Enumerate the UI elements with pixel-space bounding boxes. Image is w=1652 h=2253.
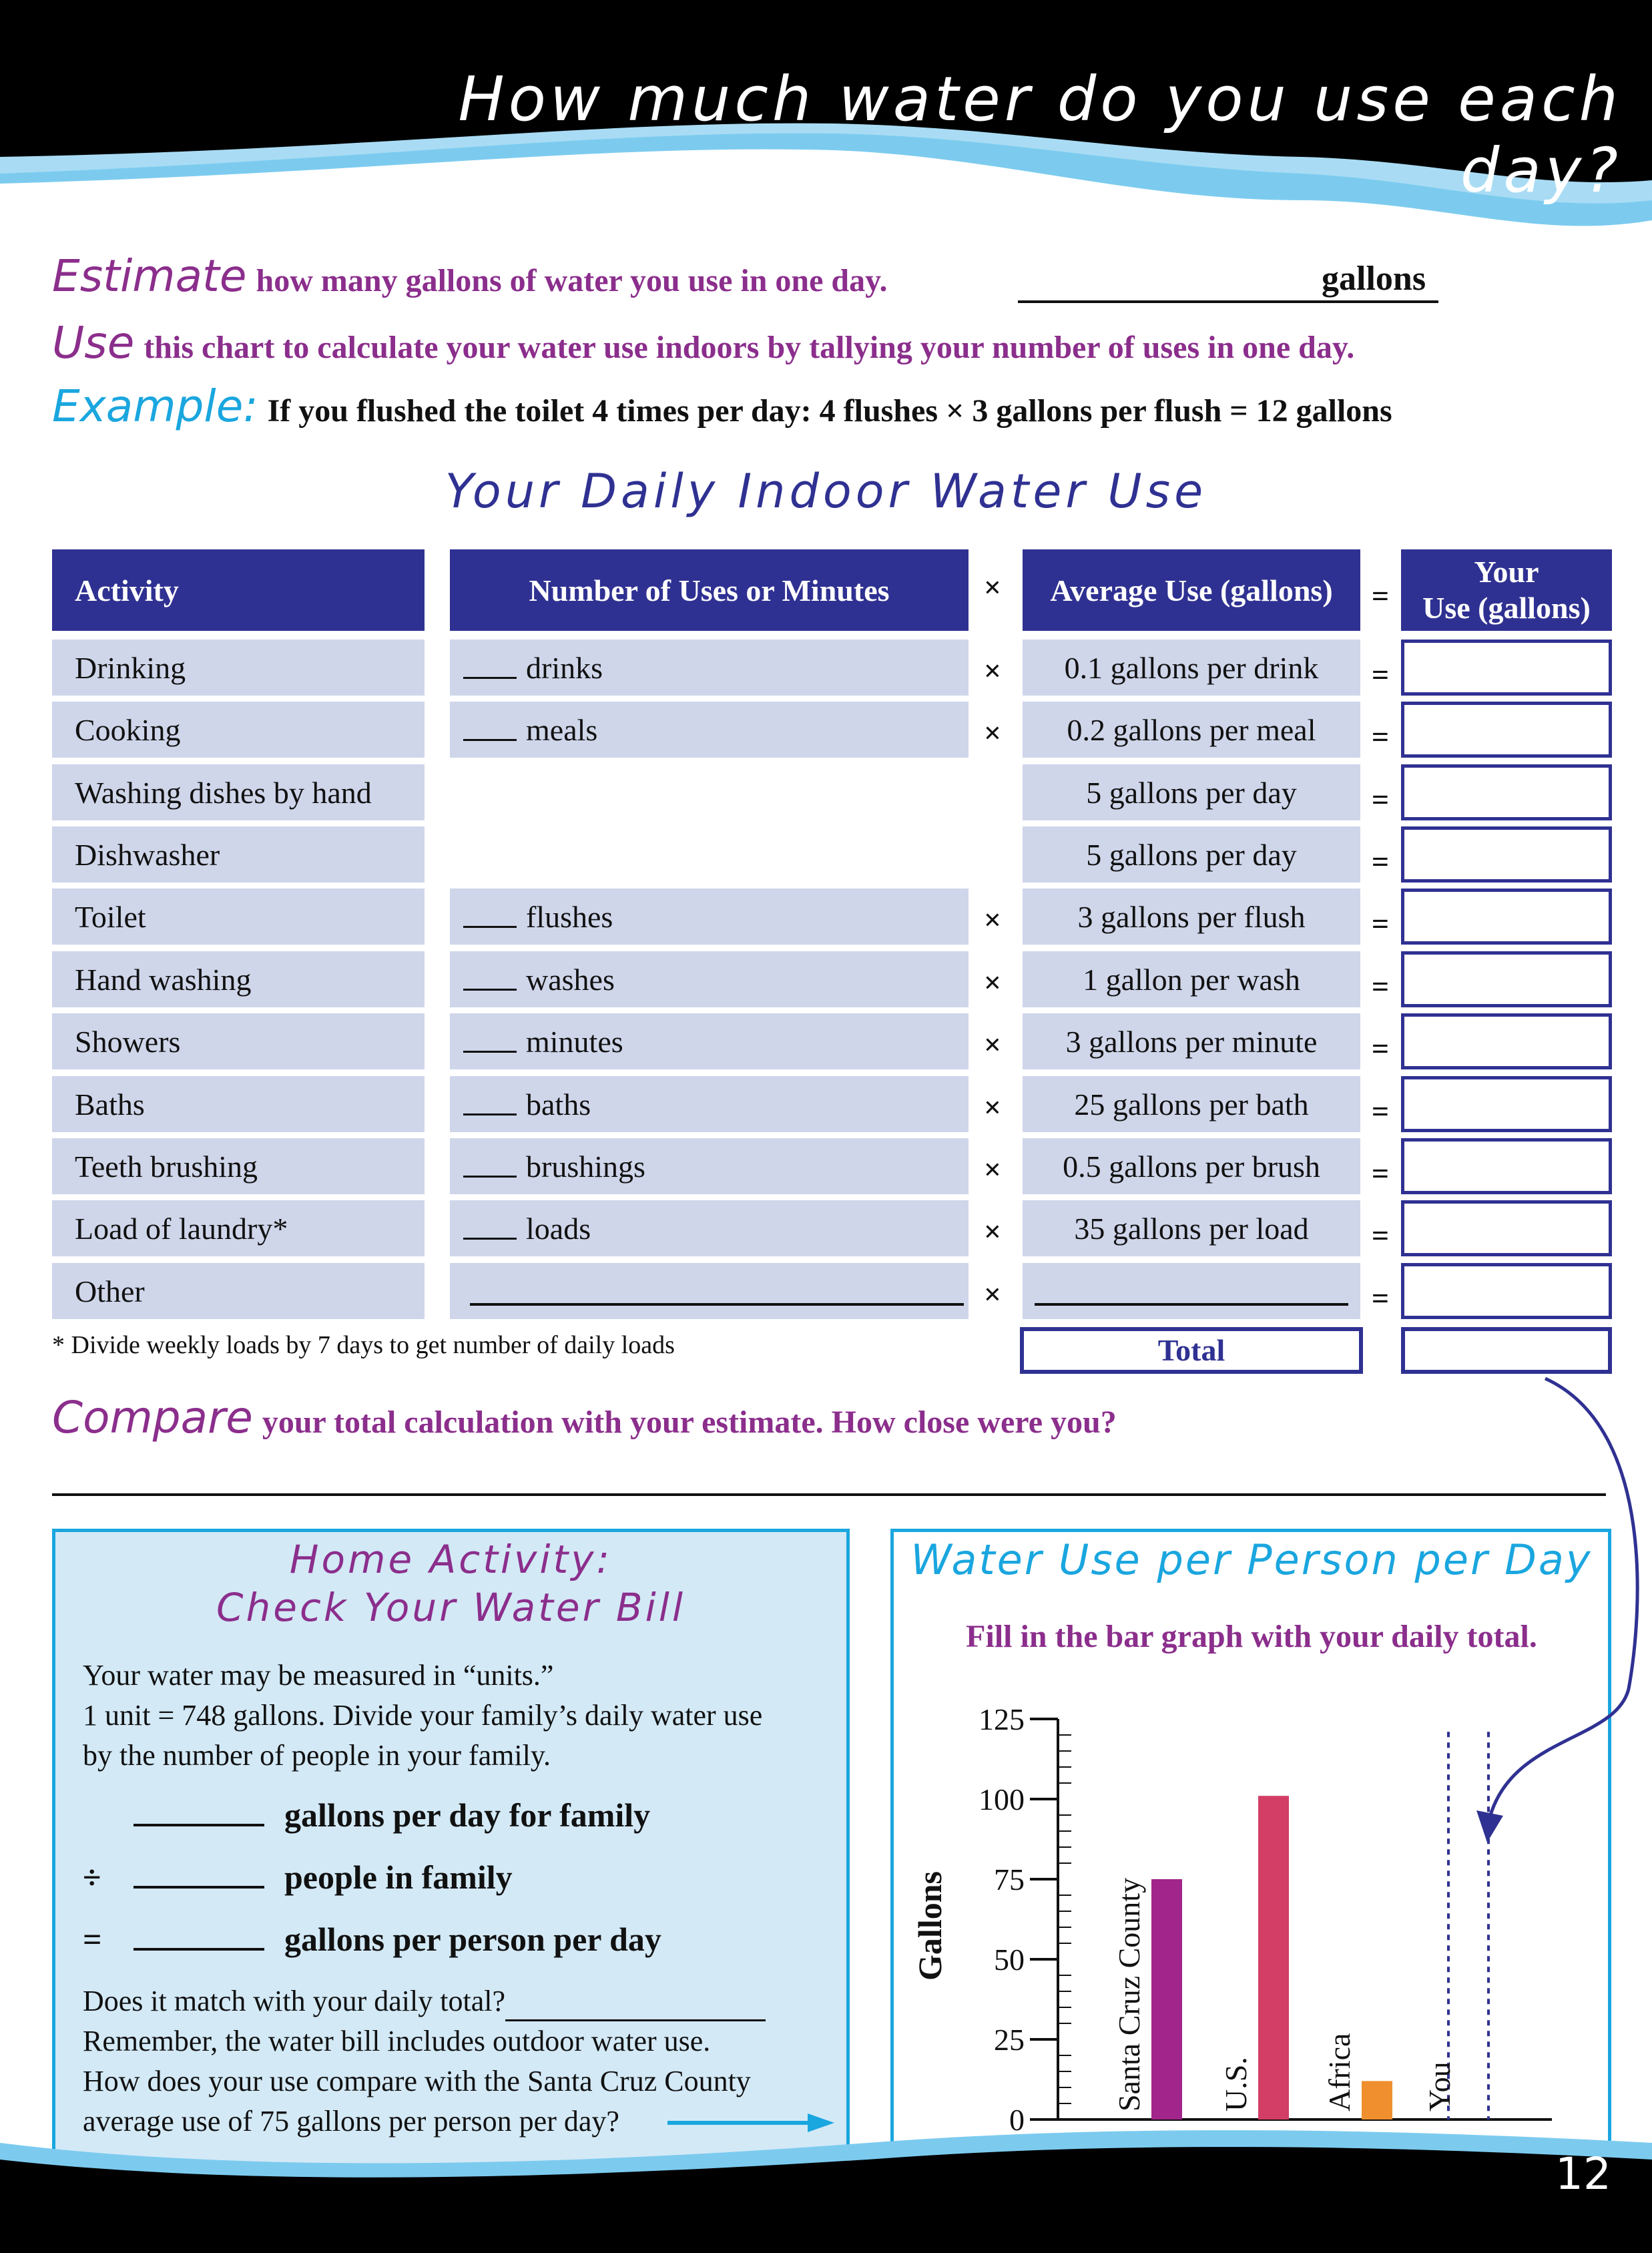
uses-cell[interactable]: [450, 702, 969, 758]
people-blank[interactable]: [133, 1866, 264, 1889]
activity-label: Load of laundry*: [75, 1211, 288, 1246]
footer-band: [0, 2103, 1652, 2253]
equals-sign: =: [1371, 1281, 1390, 1315]
average-label: 1 gallon per wash: [1083, 962, 1300, 997]
your-use-input-box[interactable]: [1401, 951, 1612, 1007]
average-cell: [1023, 1076, 1360, 1132]
activity-cell: [52, 764, 425, 820]
category-label: Santa Cruz County: [1112, 1877, 1146, 2111]
other-average-blank[interactable]: [1035, 1276, 1348, 1306]
activity-label: Showers: [75, 1024, 181, 1059]
y-tick-label: 50: [994, 1943, 1025, 1977]
uses-unit: drinks: [526, 650, 603, 685]
activity-cell: [52, 951, 425, 1007]
times-sign: ×: [983, 654, 1002, 688]
uses-cell[interactable]: [450, 951, 969, 1007]
y-tick-label: 125: [979, 1702, 1025, 1736]
use-text: this chart to calculate your water use indoors by tallying your number of uses in one day.: [144, 330, 1355, 365]
equals-sign: =: [83, 1921, 102, 1958]
uses-blank[interactable]: [463, 1218, 517, 1240]
activity-cell: [52, 826, 425, 883]
header-number: Number of Uses or Minutes: [450, 549, 969, 631]
your-use-input-box[interactable]: [1401, 1013, 1612, 1069]
y-axis-label: Gallons: [911, 1871, 948, 1981]
estimate-unit: gallons: [1322, 260, 1426, 298]
average-label: 25 gallons per bath: [1074, 1087, 1309, 1121]
bar: [1151, 1879, 1182, 2119]
uses-unit: loads: [526, 1211, 591, 1246]
header-times-sign: ×: [983, 570, 1002, 604]
average-cell: [1023, 951, 1360, 1007]
uses-cell[interactable]: [450, 1013, 969, 1069]
times-sign: ×: [983, 1090, 1002, 1124]
total-label: Total: [1020, 1327, 1363, 1374]
your-use-input-box[interactable]: [1401, 1076, 1612, 1132]
activity-label: Other: [75, 1274, 145, 1308]
average-label: 0.1 gallons per drink: [1064, 650, 1319, 685]
your-use-input-box[interactable]: [1401, 826, 1612, 883]
your-use-input-box[interactable]: [1401, 764, 1612, 820]
activity-label: Teeth brushing: [75, 1149, 258, 1184]
average-cell: [1023, 764, 1360, 820]
estimate-line: [52, 250, 887, 302]
header-your-use-line1: Your: [1474, 555, 1539, 589]
average-cell: [1023, 889, 1360, 945]
equals-sign: =: [1371, 907, 1390, 941]
example-lead: Example:: [52, 381, 258, 432]
equals-sign: =: [1371, 720, 1390, 754]
activity-cell: [52, 1013, 425, 1069]
header-average: Average Use (gallons): [1023, 549, 1360, 631]
your-use-input-box[interactable]: [1401, 640, 1612, 696]
home-row-family-label: gallons per day for family: [284, 1796, 651, 1834]
category-label: U.S.: [1219, 2057, 1253, 2111]
family-gallons-blank[interactable]: [133, 1804, 264, 1826]
activity-label: Cooking: [75, 712, 181, 747]
category-label: Africa: [1322, 2033, 1356, 2111]
divide-sign: ÷: [83, 1858, 101, 1896]
compare-answer-line[interactable]: [52, 1493, 1606, 1496]
uses-unit: baths: [526, 1087, 591, 1121]
your-use-input-box[interactable]: [1401, 1263, 1612, 1319]
average-label: 0.2 gallons per meal: [1067, 712, 1316, 747]
times-sign: ×: [983, 1214, 1002, 1248]
header-activity: Activity: [52, 549, 425, 631]
equals-sign: =: [1371, 1031, 1390, 1065]
footnote: * Divide weekly loads by 7 days to get number of daily loads: [52, 1331, 675, 1359]
times-sign: ×: [983, 965, 1002, 999]
uses-cell[interactable]: [450, 1200, 969, 1256]
home-activity-title-line1: Home Activity:: [289, 1537, 613, 1582]
equals-sign: =: [1371, 969, 1390, 1003]
example-line: [52, 381, 1392, 432]
activity-cell: [52, 1263, 425, 1319]
home-activity-title-line2: Check Your Water Bill: [216, 1585, 685, 1630]
bar: [1258, 1796, 1289, 2119]
uses-blank[interactable]: [463, 1031, 517, 1053]
average-label: 5 gallons per day: [1086, 837, 1297, 872]
activity-label: Washing dishes by hand: [75, 775, 372, 810]
activity-cell: [52, 640, 425, 696]
equals-sign: =: [1371, 844, 1390, 879]
activity-label: Baths: [75, 1087, 145, 1121]
uses-blank[interactable]: [463, 1156, 517, 1178]
activity-label: Toilet: [75, 899, 146, 934]
home-row-per-person: [83, 1920, 661, 1959]
header-equals-sign: =: [1371, 579, 1390, 613]
home-activity-title: [52, 1535, 850, 1632]
uses-cell[interactable]: [450, 1138, 969, 1194]
home-text-line3: by the number of people in your family.: [83, 1739, 551, 1772]
uses-cell[interactable]: [450, 1263, 969, 1319]
home-question-text: Does it match with your daily total?: [83, 1985, 505, 2017]
estimate-blank[interactable]: [1018, 300, 1438, 303]
estimate-lead: Estimate: [52, 250, 247, 302]
per-person-blank[interactable]: [133, 1928, 264, 1951]
y-tick-label: 100: [979, 1782, 1025, 1816]
use-lead: Use: [52, 317, 135, 368]
average-cell: [1023, 1200, 1360, 1256]
other-activity-blank[interactable]: [470, 1276, 964, 1306]
average-cell: [1023, 640, 1360, 696]
uses-blank[interactable]: [463, 657, 517, 679]
your-use-input-box[interactable]: [1401, 1200, 1612, 1256]
home-text-line1: Your water may be measured in “units.”: [83, 1659, 554, 1692]
home-question-line1: [83, 1981, 766, 2021]
home-text-line7: average use of 75 gallons per person per day?: [83, 2105, 619, 2138]
total-input-box[interactable]: [1401, 1327, 1612, 1374]
times-sign: ×: [983, 903, 1002, 937]
activity-cell: [52, 1200, 425, 1256]
average-label: 3 gallons per flush: [1077, 899, 1306, 934]
equals-sign: =: [1371, 1094, 1390, 1128]
average-label: 3 gallons per minute: [1065, 1024, 1318, 1059]
activity-cell: [52, 889, 425, 945]
header-your-use-line2: Use (gallons): [1422, 591, 1591, 625]
home-text-line6: How does your use compare with the Santa Cruz County: [83, 2065, 751, 2097]
average-cell: [1023, 826, 1360, 883]
example-text: If you flushed the toilet 4 times per day: 4 flushes × 3 gallons per flush = 12 gallons: [267, 393, 1392, 429]
equals-sign: =: [1371, 782, 1390, 816]
average-cell[interactable]: [1023, 1263, 1360, 1319]
equals-sign: =: [1371, 658, 1390, 692]
page-title: How much water do you use each day?: [458, 63, 1622, 206]
uses-blank[interactable]: [463, 719, 517, 741]
activity-cell: [52, 1076, 425, 1132]
uses-cell[interactable]: [450, 1076, 969, 1132]
times-sign: ×: [983, 716, 1002, 750]
uses-unit: meals: [526, 712, 598, 747]
uses-unit: washes: [526, 962, 615, 997]
compare-line: [52, 1392, 1117, 1443]
average-cell: [1023, 1013, 1360, 1069]
uses-blank[interactable]: [463, 906, 517, 928]
use-line: [52, 317, 1354, 368]
activity-cell: [52, 1138, 425, 1194]
table-title: Your Daily Indoor Water Use: [445, 464, 1207, 519]
category-label: You: [1422, 2061, 1456, 2111]
match-blank[interactable]: [505, 1995, 766, 2021]
home-row-people-label: people in family: [284, 1858, 513, 1896]
estimate-text: how many gallons of water you use in one day.: [256, 263, 888, 298]
uses-blank[interactable]: [463, 969, 517, 991]
times-sign: ×: [983, 1277, 1002, 1311]
home-row-people: [83, 1858, 513, 1897]
chart-subtitle: Fill in the bar graph with your daily total.: [966, 1619, 1537, 1654]
average-cell: [1023, 702, 1360, 758]
activity-label: Dishwasher: [75, 837, 220, 872]
home-text-line5: Remember, the water bill includes outdoor water use.: [83, 2025, 711, 2057]
times-sign: ×: [983, 1027, 1002, 1061]
page-number: 12: [1555, 2148, 1611, 2200]
equals-sign: =: [1371, 1218, 1390, 1252]
equals-sign: =: [1371, 1156, 1390, 1190]
uses-cell[interactable]: [450, 640, 969, 696]
activity-label: Hand washing: [75, 962, 252, 997]
activity-cell: [52, 702, 425, 758]
y-tick-label: 25: [994, 2023, 1025, 2057]
home-text-line2: 1 unit = 748 gallons. Divide your family’s daily water use: [83, 1699, 763, 1732]
uses-cell[interactable]: [450, 889, 969, 945]
y-tick-label: 75: [994, 1862, 1025, 1897]
average-cell: [1023, 1138, 1360, 1194]
your-use-input-box[interactable]: [1401, 1138, 1612, 1194]
uses-unit: minutes: [526, 1024, 623, 1059]
uses-unit: brushings: [526, 1149, 645, 1184]
y-tick-label: 0: [1009, 2103, 1025, 2136]
activity-label: Drinking: [75, 650, 186, 685]
home-row-family: [83, 1796, 650, 1834]
your-use-input-box[interactable]: [1401, 889, 1612, 945]
your-use-input-box[interactable]: [1401, 702, 1612, 758]
average-label: 0.5 gallons per brush: [1063, 1149, 1320, 1184]
home-row-per-person-label: gallons per person per day: [284, 1921, 661, 1958]
uses-blank[interactable]: [463, 1093, 517, 1115]
average-label: 5 gallons per day: [1086, 775, 1297, 810]
compare-text: your total calculation with your estimate. How close were you?: [262, 1405, 1117, 1440]
bar-chart: [894, 1669, 1562, 2136]
chart-title: Water Use per Person per Day: [910, 1535, 1593, 1584]
average-label: 35 gallons per load: [1074, 1211, 1309, 1246]
header-your-use: [1401, 549, 1612, 631]
uses-unit: flushes: [526, 899, 613, 934]
times-sign: ×: [983, 1152, 1002, 1186]
compare-lead: Compare: [52, 1392, 253, 1443]
